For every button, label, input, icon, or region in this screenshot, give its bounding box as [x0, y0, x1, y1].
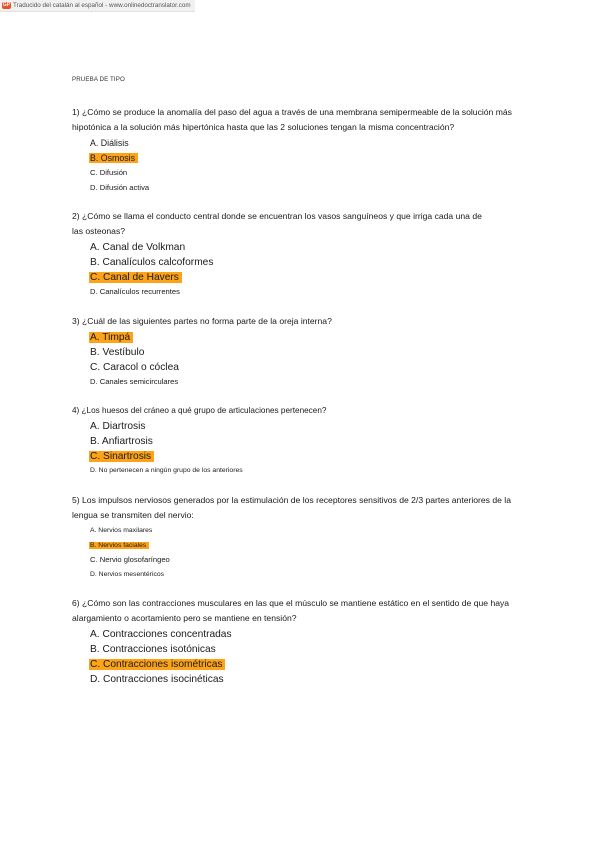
- option-c-highlighted: C. Canal de Havers: [72, 270, 512, 285]
- options-list: [72, 330, 512, 390]
- question-text: 6) ¿Cómo son las contracciones musculares en las que el músculo se mantiene estático en el sentido de que haya alargamiento o acortamiento pero se mantiene en tensión?: [72, 598, 510, 624]
- translator-logo-icon: GP: [2, 2, 11, 8]
- question-1: [72, 105, 512, 195]
- translation-banner[interactable]: [0, 0, 195, 12]
- options-list: [72, 419, 512, 479]
- option-b: B. Anfiartrosis: [90, 436, 153, 448]
- option-b: B. Contracciones isotónicas: [90, 644, 216, 656]
- option-b-highlighted: B. Nervios faciales: [72, 539, 512, 554]
- option-a: A. Diartrosis: [90, 421, 146, 433]
- question-3: [72, 314, 512, 390]
- option-d: D. Contracciones isocinéticas: [90, 674, 224, 686]
- option-b-highlighted: B. Osmosis: [72, 151, 512, 166]
- page-title: PRUEBA DE TIPO: [72, 76, 125, 83]
- question-text: 1) ¿Cómo se produce la anomalía del paso del agua a través de una membrana semipermeable de la solución más hipotónica a la solución más hipertónica hasta que las 2 soluciones tengan la misma concentración?: [72, 107, 512, 132]
- question-6: [72, 596, 512, 687]
- option-c-highlighted: C. Contracciones isométricas: [72, 657, 512, 672]
- option-d: D. No pertenecen a ningún grupo de los anteriores: [90, 467, 243, 475]
- question-text: 5) Los impulsos nerviosos generados por la estimulación de los receptores sensitivos de 2/3 partes anteriores de la lengua se transmiten del nervio:: [72, 494, 511, 520]
- option-a: A. Canal de Volkman: [90, 242, 186, 254]
- option-b: B. Canalículos calcoformes: [90, 257, 214, 269]
- option-c: C. Difusión: [90, 168, 128, 177]
- option-a: A. Nervios maxilares: [90, 526, 153, 534]
- options-list: [72, 627, 512, 687]
- options-list: [72, 136, 512, 195]
- question-2: [72, 209, 512, 300]
- option-d: D. Nervios mesentéricos: [90, 570, 165, 578]
- option-d: D. Canalículos recurrentes: [90, 287, 180, 297]
- question-text: 4) ¿Los huesos del cráneo a qué grupo de articulaciones pertenecen?: [72, 406, 327, 416]
- banner-text[interactable]: Traducido del catalán al español - www.onlinedoctranslator.com: [13, 2, 191, 9]
- options-list: [72, 524, 512, 582]
- option-c-highlighted: C. Sinartrosis: [72, 449, 512, 464]
- option-a: A. Contracciones concentradas: [90, 629, 232, 641]
- option-c: C. Nervio glosofaríngeo: [90, 555, 170, 565]
- option-b: B. Vestíbulo: [90, 346, 145, 358]
- option-d: D. Difusión activa: [90, 182, 150, 192]
- option-a: A. Diálisis: [90, 138, 129, 148]
- document-body: [72, 76, 512, 701]
- question-text: 2) ¿Cómo se llama el conducto central donde se encuentran los vasos sanguíneos y que irriga cada una de las osteonas?: [72, 211, 482, 237]
- question-5: [72, 493, 512, 582]
- option-d: D. Canales semicirculares: [90, 376, 179, 386]
- option-c: C. Caracol o cóclea: [90, 361, 179, 373]
- option-a-highlighted: A. Timpá: [72, 330, 512, 345]
- question-4: [72, 403, 512, 479]
- question-text: 3) ¿Cuál de las siguientes partes no forma parte de la oreja interna?: [72, 315, 332, 326]
- options-list: [72, 240, 512, 300]
